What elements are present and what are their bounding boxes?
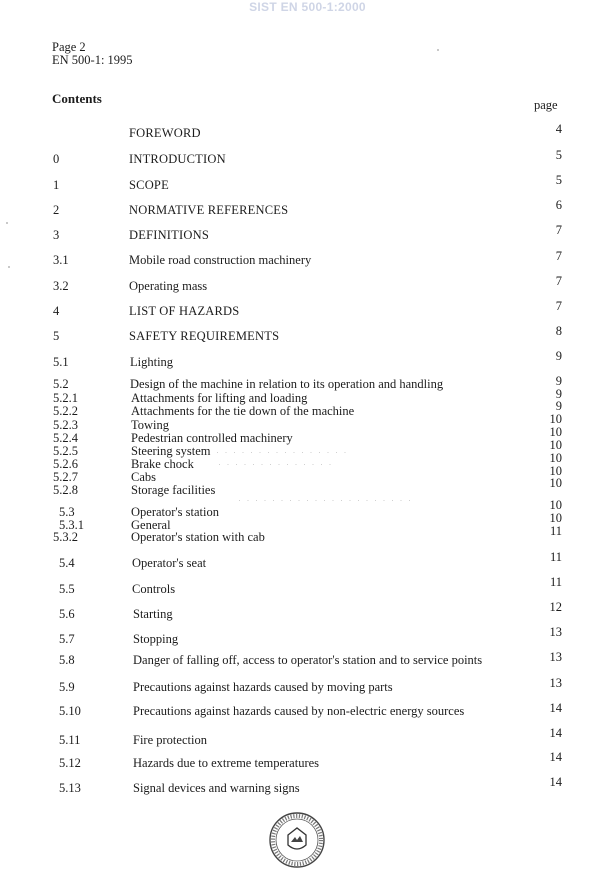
faint-stamp-text: · · · · · · · · · · · · · · (218, 459, 333, 469)
toc-section-title: LIST OF HAZARDS (129, 304, 240, 318)
toc-section-number: 5.8 (59, 653, 75, 667)
toc-section-title: Operator's station (131, 505, 219, 519)
toc-page-number: 5 (555, 173, 562, 187)
toc-page-number: 10 (549, 438, 562, 452)
toc-entry (0, 148, 615, 166)
toc-section-title: Attachments for lifting and loading (131, 391, 308, 405)
toc-page-number: 11 (549, 524, 562, 538)
toc-entry (0, 676, 615, 694)
toc-section-number: 5.3 (59, 505, 75, 519)
toc-section-title: Pedestrian controlled machinery (131, 431, 293, 445)
toc-entry (0, 223, 615, 242)
toc-page-number: 9 (555, 399, 562, 413)
header-page-line: Page 2 (52, 40, 86, 54)
toc-entry (0, 775, 615, 795)
toc-page-number: 14 (549, 750, 562, 764)
header-standard-line: EN 500-1: 1995 (52, 53, 133, 67)
toc-section-number: 5.2.7 (53, 470, 78, 484)
toc-section-number: 5.4 (59, 556, 75, 570)
toc-entry (0, 650, 615, 667)
toc-section-number: 5.11 (59, 733, 81, 747)
toc-page-number: 10 (549, 476, 562, 490)
toc-section-number: 5.12 (59, 756, 81, 770)
toc-section-number: 0 (53, 152, 60, 166)
toc-section-number: 5.13 (59, 781, 81, 795)
toc-entry (0, 387, 615, 405)
toc-page-number: 14 (549, 775, 562, 789)
toc-section-title: Operating mass (129, 279, 208, 293)
toc-section-number: 5.2.6 (53, 457, 78, 471)
toc-section-title: Steering system (131, 444, 211, 458)
seal-mountain-icon (291, 836, 303, 842)
toc-section-number: 5.2.4 (53, 431, 78, 445)
toc-section-title: Danger of falling off, access to operator's station and to service points (133, 653, 483, 667)
toc-section-title: Attachments for the tie down of the machine (131, 404, 355, 418)
toc-page-number: 13 (549, 676, 562, 690)
toc-section-number: 5.6 (59, 607, 75, 621)
toc-page-number: 9 (555, 374, 562, 388)
toc-entry (0, 198, 615, 217)
toc-section-title: SCOPE (129, 178, 169, 192)
toc-entry (0, 249, 615, 267)
toc-page-number: 9 (555, 387, 562, 401)
toc-entry (0, 600, 615, 621)
toc-section-number: 4 (53, 304, 60, 318)
toc-section-title: General (131, 518, 171, 532)
toc-section-title: Fire protection (133, 733, 207, 747)
toc-section-number: 3 (53, 228, 60, 242)
toc-page-number: 10 (549, 464, 562, 478)
faint-stamp-text: · · · · · · · · · · · · · · · · · · · · · (238, 495, 413, 505)
toc-section-title: Design of the machine in relation to its operation and handling (130, 377, 444, 391)
toc-section-number: 5.7 (59, 632, 75, 646)
official-seal-stamp (268, 811, 326, 869)
toc-section-title: Operator's station with cab (131, 530, 265, 544)
toc-section-number: 1 (53, 178, 60, 192)
watermark: SIST EN 500-1:2000 (249, 0, 366, 14)
toc-entry (0, 324, 615, 343)
toc-page-number: 11 (549, 575, 562, 589)
toc-page-number: 13 (549, 625, 562, 639)
toc-page-number: 9 (555, 349, 562, 363)
toc-page-number: 4 (555, 122, 562, 136)
toc-section-title: Cabs (131, 470, 156, 484)
toc-section-number: 2 (53, 203, 60, 217)
toc-section-number: 5.2.5 (53, 444, 78, 458)
toc-page-number: 5 (555, 148, 562, 162)
toc-section-number: 5.2.8 (53, 483, 78, 497)
toc-section-number: 3.2 (53, 279, 69, 293)
toc-entry (0, 349, 615, 369)
toc-entry (0, 575, 615, 596)
toc-section-title: Precautions against hazards caused by moving parts (133, 680, 393, 694)
toc-entry (0, 399, 615, 418)
toc-section-title: Controls (132, 582, 176, 596)
toc-section-title: Signal devices and warning signs (133, 781, 300, 795)
toc-page-number: 12 (549, 600, 562, 614)
toc-section-number: 5 (53, 329, 60, 343)
toc-section-number: 5.2.2 (53, 404, 78, 418)
toc-section-title: Brake chock (131, 457, 194, 471)
toc-section-number: 5.2.1 (53, 391, 78, 405)
scan-speck (8, 266, 10, 268)
toc-entry (0, 550, 615, 570)
toc-entry (0, 412, 615, 432)
toc-page-number: 11 (549, 550, 562, 564)
toc-section-number: 3.1 (53, 253, 69, 267)
toc-page-number: 10 (549, 511, 562, 525)
faint-stamp-text: · · · · · · · · · · · · · · · · (216, 447, 348, 457)
toc-entry (0, 122, 615, 140)
toc-section-number: 5.3.2 (53, 530, 78, 544)
toc-entry (0, 173, 615, 192)
toc-section-title: DEFINITIONS (129, 228, 209, 242)
toc-section-number: 5.9 (59, 680, 75, 694)
scan-speck (437, 49, 439, 51)
toc-page-number: 10 (549, 425, 562, 439)
toc-section-title: INTRODUCTION (129, 152, 226, 166)
toc-entry (0, 625, 615, 646)
toc-page-number: 7 (555, 299, 562, 313)
toc-entry (0, 299, 615, 318)
toc-section-title: Stopping (133, 632, 179, 646)
toc-section-title: FOREWORD (129, 126, 201, 140)
toc-page-number: 14 (549, 726, 562, 740)
toc-section-number: 5.10 (59, 704, 81, 718)
scan-speck (6, 222, 8, 224)
toc-section-number: 5.3.1 (59, 518, 84, 532)
toc-page-number: 6 (555, 198, 562, 212)
seal-coat-of-arms-icon (288, 828, 306, 849)
toc-section-number: 5.2 (53, 377, 69, 391)
toc-page-number: 13 (549, 650, 562, 664)
toc-entry (0, 498, 615, 519)
toc-page-number: 7 (555, 274, 562, 288)
contents-heading: Contents (52, 91, 102, 106)
toc-entry (0, 701, 615, 718)
toc-section-title: SAFETY REQUIREMENTS (129, 329, 280, 343)
toc-section-title: NORMATIVE REFERENCES (129, 203, 289, 217)
toc-section-title: Mobile road construction machinery (129, 253, 312, 267)
toc-section-title: Lighting (130, 355, 174, 369)
toc-page-number: 10 (549, 412, 562, 426)
toc-page-number: 7 (555, 249, 562, 263)
toc-section-title: Towing (131, 418, 170, 432)
toc-page-number: 10 (549, 498, 562, 512)
toc-page-number: 8 (555, 324, 562, 338)
toc-page-number: 7 (555, 223, 562, 237)
toc-page-number: 14 (549, 701, 562, 715)
toc-section-title: Operator's seat (132, 556, 207, 570)
toc-section-title: Precautions against hazards caused by non-electric energy sources (133, 704, 465, 718)
toc-section-title: Starting (133, 607, 173, 621)
page-column-label: page (534, 98, 558, 112)
toc-section-title: Hazards due to extreme temperatures (133, 756, 320, 770)
toc-entry (0, 750, 615, 770)
toc-section-number: 5.1 (53, 355, 69, 369)
toc-section-number: 5.2.3 (53, 418, 78, 432)
toc-entry (0, 374, 615, 391)
toc-page-number: 10 (549, 451, 562, 465)
toc-entry (0, 726, 615, 747)
toc-section-title: Storage facilities (131, 483, 216, 497)
toc-entry (0, 274, 615, 293)
toc-section-number: 5.5 (59, 582, 75, 596)
